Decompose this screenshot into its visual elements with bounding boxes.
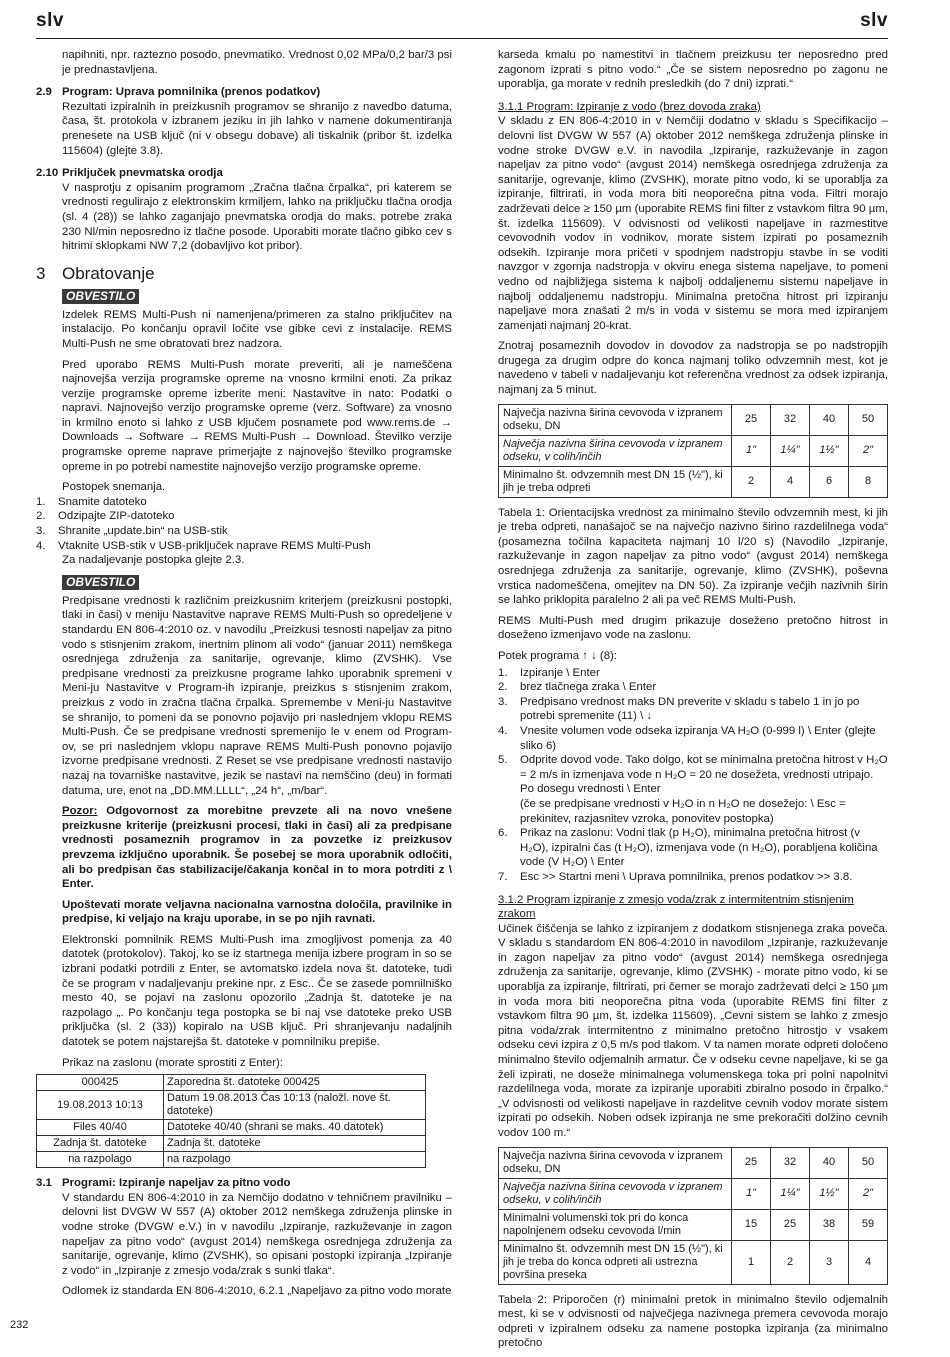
chapter-number: 3 <box>36 263 46 283</box>
list-item: 1. Izpiranje \ Enter <box>498 666 600 679</box>
warning-text: Odgovornost za morebitne prevzete ali na novo vnešene preizkusne kriterije (preizkusni procesi, tlaki in časi) ali za predpisane vrednosti posameznih programov in za povzetke iz preizkusov prevzema izključno uporabnik. Še posebej se mora uporabnik odločiti, ali bo predpisan čas stabilizacije/čakanja končal in to mora potrditi z \ Enter. <box>62 805 452 891</box>
page-number: 232 <box>10 1319 29 1331</box>
list-item: 2. brez tlačnega zraka \ Enter <box>498 681 657 694</box>
table-2 <box>498 1147 888 1285</box>
list-item: 3. Shranite „update.bin“ na USB-stik <box>36 525 228 538</box>
section-title: Programi: Izpiranje napeljav za pitno vodo <box>62 1177 291 1190</box>
header-language-left: slv <box>36 10 64 31</box>
section-3-1-heading <box>36 1176 452 1191</box>
section-3-1-1-text: V skladu z EN 806-4:2010 in v Nemčiji dodatno v skladu s Specifikacijo – delovni list DVGW W 557 (A) oktober 2012 nemškega združenja plinske in vodne stroke DVGW e.V. in navodila „Izpiranje, razkuževanje in zagon napeljav za pitno vodo“ (avgust 2014) nemškega osrednjega združenja za sanitarije, ogrevanje, klimo (ZVSHK), morate pitno vodo, ki se uporablja za izpiranje, filtrirati, in voda mora biti neoporečna pitna voda. Filtri morajo zadrževati delce ≥ 150 µm (uporabite REMS fini filter z vstavkom filtra 90 µm, št. izdelka 115609). V odvisnosti od velikosti napeljave in razmestitve cevovodnih vodov in vodnikov, morate sistem izpirati po posameznih odsekih. Izpiranje mora pričeti v spodnjem nadstropju stavbe in se voditi navzgor v zgornja nadstropja v okviru enega sistema napeljave, to pomeni vedno od najbližjega sistema k najbolj oddaljenemu sistemu napeljave in najbolj oddaljenemu nadstropju. Minimalna pretočna hitrost pri izpiranju napeljave mora znašati 2 m/s in voda v sistemu se mora med izpiranjem zamenjati najmanj 20-krat. <box>498 115 888 332</box>
warning-label: Pozor: <box>62 805 98 818</box>
table-2-caption: Tabela 2: Priporočen (r) minimalni pretok in minimalno število odjemalnih mest, ki se v odvisnosti od največjega nazivnega premera cevovoda morajo odpreti v izpiralnem odseku za namene postopka izpiranja (za minimalno pretočno <box>498 1293 888 1350</box>
header-rule <box>36 38 888 39</box>
list-item: 5. Odprite dovod vode. Tako dolgo, kot se minimalna pretočna hitrost v H₂O = 2 m/s in izmenjava vode n H₂O = 20 ne dosežeta, vrednosti utripajo. Po dosegu vrednosti \ Enter <box>498 754 888 796</box>
list-item: (če se predpisane vrednosti v H₂O in n H₂O ne dosežejo: \ Esc = prekinitev, razjasnitev vzroka, ponovitev postopka) <box>520 797 846 825</box>
notice-2-paragraph: Predpisane vrednosti k različnim preizkusnim kriterjem (preizkusni postopki, tlaki in časi) v meniju Nastavitve naprave REMS Multi-Push so opredeljene v standardu EN 806-4:2010 oz. v navodilu „Preizkusi tesnosti napeljav za pitno vodo s stisnjenim zrakom, inertnim plinom ali vodo“ (januar 2011) nemškega osrednjega združenja za sanitarije, ogrevanje, klimo (ZVSHK). Vse predpisane vrednosti za preizkusne programe lahko uporabnik spremeni v Meni-ju Nastavitve v Program-ih izpiranje, preizkus s stisnjenim zrakom, preizkus z vodo in zračna tlačna črpalka. Spremembe v Meni-ju Nastavitve se shranijo, to pomeni da se ponovno pojavijo pri naslednjem vklopu REMS Multi-Push. Če se predpisane vrednosti spremenijo le v enem od Program-ov, se pri naslednjem vklopu naprave REMS Multi-Push ponovno pojavijo izvorne predpisane vrednosti. Z Reset se vse predpisane vrednosti nastavijo nazaj na tovarniške nastavitve, jezik se nastavi na nemščino (deu) in formati datuma, ure, enot na „DD.MM.LLLL“, „24 h“, „m/bar“. <box>62 594 452 797</box>
section-3-1-1-heading: 3.1.1 Program: Izpiranje z vodo (brez dovoda zraka) <box>498 100 761 113</box>
continued-paragraph: karseda kmalu po namestitvi in tlačnem preizkusu ter neposredno pred zagonom izprati s pitno vodo.“ „Če se sistem neposredno po zagonu ne uporablja, ga morate v rednih presledkih (do 7 dni) izprati.“ <box>498 49 888 91</box>
section-number: 2.9 <box>36 86 52 99</box>
section-3-1-2-heading: 3.1.2 Program izpiranje z zmesjo voda/zrak z intermitentnim stisnjenim zrakom <box>498 893 854 921</box>
table-row: Minimalni volumenski tok pri do konca napolnjenem odseku cevovoda l/min 15 25 38 59 <box>499 1209 888 1240</box>
display-table <box>36 1074 426 1168</box>
chapter-3-heading <box>36 264 452 284</box>
list-item: 6. Prikaz na zaslonu: Vodni tlak (p H₂O), minimalna pretočna hitrost (v H₂O), izpiralni čas (t H₂O), izmenjava vode (n H₂O), porabljena količina vode (V H₂O) \ Enter <box>498 827 878 869</box>
procedure-title: Postopek snemanja. <box>62 481 166 494</box>
table-row: 000425 Zaporedna št. datoteke 000425 <box>37 1075 426 1091</box>
table-row: Največja nazivna širina cevovoda v izpranem odseku, DN 25 32 40 50 <box>499 404 888 435</box>
display-info-paragraph: REMS Multi-Push med drugim prikazuje doseženo pretočno hitrost in doseženo izmenjavo vode na zaslonu. <box>498 614 888 642</box>
section-title: Program: Uprava pomnilnika (prenos podatkov) <box>62 86 321 99</box>
program-flow-title: Potek programa ↑ ↓ (8): <box>498 650 618 662</box>
table-row: Največja nazivna širina cevovoda v izpranem odseku, DN 25 32 40 50 <box>499 1147 888 1178</box>
section-2-10-text: V nasprotju z opisanim programom „Zračna tlačna črpalka“, pri katerem se vrednosti regulirajo z elektronskim krmiljem, lahko na priključku tlačna orodja (sl. 4 (28)) se lahko zaganjajo pnevmatska orodja do maks. potrebe zraka 230 Nl/min neposredno iz tlačne posode. Uporabiti morate tlačno gibko cev s hitrimi sklopkami NW 7,2 (dobavljivo kot pribor). <box>62 181 452 253</box>
notice-1-paragraph-1: Izdelek REMS Multi-Push ni namenjena/primeren za stalno priključitev na instalacijo. Po končanju opravil ločite vse gibke cevi z instalacije. REMS Multi-Push ne sme obratovati brez nadzora. <box>62 308 452 350</box>
table-1 <box>498 404 888 498</box>
section-title: Priključek pnevmatska orodja <box>62 167 223 180</box>
table-1-caption: Tabela 1: Orientacijska vrednost za minimalno število odvzemnih mest, ki jih je treba odpreti, nanašajoč se na največjo nazivno širino razdelilnega voda“ (posamezna točilna kapaciteta najmanj 10 l/20 s) (Navodilo „Izpiranje, razkuževanje in zagon napeljav za pitno vodo“ (avgust 2014) nemškega osrednjega združenja za sanitarije, ogrevanje, klimo (ZVSHK), poševna vrstica nadomeščena, omejitev na DN 50). Za izpiranje večjih nazivnih širin se lahko priklopita paralelno 2 ali pa več REMS Multi-Push. <box>498 506 888 607</box>
section-number: 2.10 <box>36 167 59 180</box>
memory-paragraph: Elektronski pomnilnik REMS Multi-Push ima zmogljivost pomenja za 40 datotek (protokolov). Takoj, ko se iz startnega menija izbere program in so se izbrani podatki potrdili z Enter, se avtomatsko izdela nova št. datoteke, tudi če se program v nadaljevanju prekine npr. z Esc.. Če se zasede pomnilniško mesto 40, se pojavi na zaslonu opozorilo „Zadnja št. datoteke je na razpolago „. Po končanju tega postopka se bi naj vse datoteke preko USB priključka (sl. 2 (33)) kopiralo na USB ključ. Pri shranjevanju nadaljnih datotek se potem najstarejša št. datoteke v pomnilniku prepiše. <box>62 933 452 1049</box>
left-column <box>36 48 452 1305</box>
list-item: 4. Vtaknite USB-stik v USB-priključek naprave REMS Multi-Push <box>36 539 371 552</box>
table-row: Zadnja št. datoteke Zadnja št. datoteke <box>37 1136 426 1152</box>
section-2-9-text: Rezultati izpiralnih in preizkusnih programov se shranijo z navedbo datuma, časa, št. protokola v izbranem jeziku in jih lahko v namene dokumentiranja prenesete na USB ključ (ni v obsegu dobave) ali tiskalnik (pribor št. izdelka 115604) (glejte 3.8). <box>62 100 452 157</box>
table-row: Največja nazivna širina cevovoda v izpranem odseku, v colih/inčih 1" 1¼" 1½" 2" <box>499 435 888 466</box>
section-2-9-heading <box>36 85 452 100</box>
section-3-1-2-text: Učinek čiščenja se lahko z izpiranjem z dodatkom stisnjenega zraka poveča. V skladu s standardom EN 806-4:2010 in navodilom „Izpiranje, razkuževanje in zagon napeljav za pitno vodo“ (avgust 2014) nemškega osrednjega združenja za sanitarije, ogrevanje, klimo (ZVSHK) - morate pitno vodo, ki se uporablja za izpiranje, filtrirati, pri čemer se morajo zadrževati delci ≥ 150 µm in voda mora biti neoporečna pitna voda (uporabite REMS fini filter z vstavkom filtra 90 µm, št. izdelka 115609). „Cevni sistem se lahko z zmesjo pitna voda/zrak intermitentno z minimalno pretočno hitrostjo v vsakem odseku cevi izpira z 0,5 m/s pod tlakom. V ta namen morate odpreti določeno minimalno število odjemalnih armatur. Če v odseku cevne napeljave, ki se ga želi izpirati, ne doseže minimalnega volumenskega toka pri polni napolnitvi razdelilnega voda, morate za izpiranje uporabiti zbiralno posodo in črpalko.“ „V odvisnosti od velikosti napeljave in razdelitve cevnih vodov morate sistem izpirati po odsekih. Noben odsek izpiranja ne sme prekoračiti dolžino cevnih vodov 100 m.“ <box>498 922 888 1139</box>
notice-badge: OBVESTILO <box>62 575 139 590</box>
section-3-1-quote: Odlomek iz standarda EN 806-4:2010, 6.2.1 „Napeljavo za pitno vodo morate <box>62 1285 452 1298</box>
table-row: na razpolago na razpolago <box>37 1152 426 1168</box>
rules-paragraph: Upoštevati morate veljavna nacionalna varnostna določila, pravilnike in predpise, ki veljajo na kraju uporabe, in se po njih ravnati. <box>62 898 452 926</box>
table-row: 19.08.2013 10:13 Datum 19.08.2013 Čas 10:13 (naložl. nove št. datoteke) <box>37 1091 426 1120</box>
table-row: Minimalno št. odvzemnih mest DN 15 (½"), ki jih je treba odpreti 2 4 6 8 <box>499 466 888 497</box>
table-row: Največja nazivna širina cevovoda v izpranem odseku, v colih/inčih 1" 1¼" 1½" 2" <box>499 1178 888 1209</box>
right-column <box>498 48 888 1357</box>
display-title: Prikaz na zaslonu (morate sprostiti z Enter): <box>62 1056 283 1069</box>
chapter-title: Obratovanje <box>62 263 155 283</box>
section-3-1-text: V standardu EN 806-4:2010 in za Nemčijo dodatno v tehničnem pravilniku – delovni list DVGW W 557 (A) oktober 2012 nemškega združenja plinske in vodne stroke (DVGW e.V.) in v navodilu „Izpiranje, razkuževanje in zagon napeljav za pitno vodo“ (avgust 2014) nemškega osrednjega združenja za sanitarije, ogrevanje, klimo (ZVSHK), so opisani postopki izpiranja „Izpiranje z vodo“ in „Izpiranje z zmesjo voda/zrak s sunki tlaka“. <box>62 1191 452 1277</box>
warning-paragraph <box>62 804 452 892</box>
program-flow-steps <box>498 666 888 885</box>
list-item: 2. Odzipajte ZIP-datoteko <box>36 510 175 523</box>
risers-paragraph: Znotraj posameznih dovodov in dovodov za nadstropja se po nadstropjih drugega za drugim odpre do konca najmanj toliko odvzemnih mest, kot je navedeno v tabeli v nadaljevanju kot referenčna vrednost za odsek izpiranja, najmanj za 5 minut. <box>498 340 888 397</box>
section-2-10-heading <box>36 166 452 181</box>
list-item: 4. Vnesite volumen vode odseka izpiranja VA H₂O (0-999 l) \ Enter (glejte sliko 6) <box>498 724 876 752</box>
section-number: 3.1 <box>36 1177 52 1190</box>
list-item: 1. Snamite datoteko <box>36 495 147 508</box>
list-item: 3. Predpisano vrednost maks DN preverite v skladu s tabelo 1 in jo po potrebi spremenite (11) \ ↓ <box>498 695 860 723</box>
table-row: Files 40/40 Datoteke 40/40 (shrani se maks. 40 datotek) <box>37 1120 426 1136</box>
continue-note: Za nadaljevanje postopka glejte 2.3. <box>62 554 245 567</box>
header-language-right: slv <box>860 10 888 31</box>
notice-1-paragraph-2: Pred uporabo REMS Multi-Push morate preveriti, ali je nameščena najnovejša verzija programske opreme na vnosno krmilni enoti. Za prikaz verzije programske opreme izberite meni: Nastavitve in nato: Podatki o napravi. Najnovejšo verzijo programske opreme (verz. Software) za vnosno in krmilno enoto si lahko z USB ključem posnamete pod www.rems.de → Downloads → Software → REMS Multi-Push → Download. Številko verzije programske opreme naprave primerjajte z najnovejšo številko programske opreme in po potrebi namestite najnovejšo verzijo programske opreme. <box>62 358 452 473</box>
table-row: Minimalno št. odvzemnih mest DN 15 (½"), ki jih je treba do konca odpreti ali ustrezna površina preseka 1 2 3 4 <box>499 1240 888 1284</box>
intro-paragraph: napihniti, npr. raztezno posodo, pnevmatiko. Vrednost 0,02 MPa/0,2 bar/3 psi je prednastavljena. <box>62 49 452 76</box>
procedure-steps <box>36 495 452 553</box>
list-item: 7. Esc >> Startni meni \ Uprava pomnilnika, prenos podatkov >> 3.8. <box>498 870 853 883</box>
notice-badge: OBVESTILO <box>62 289 139 304</box>
